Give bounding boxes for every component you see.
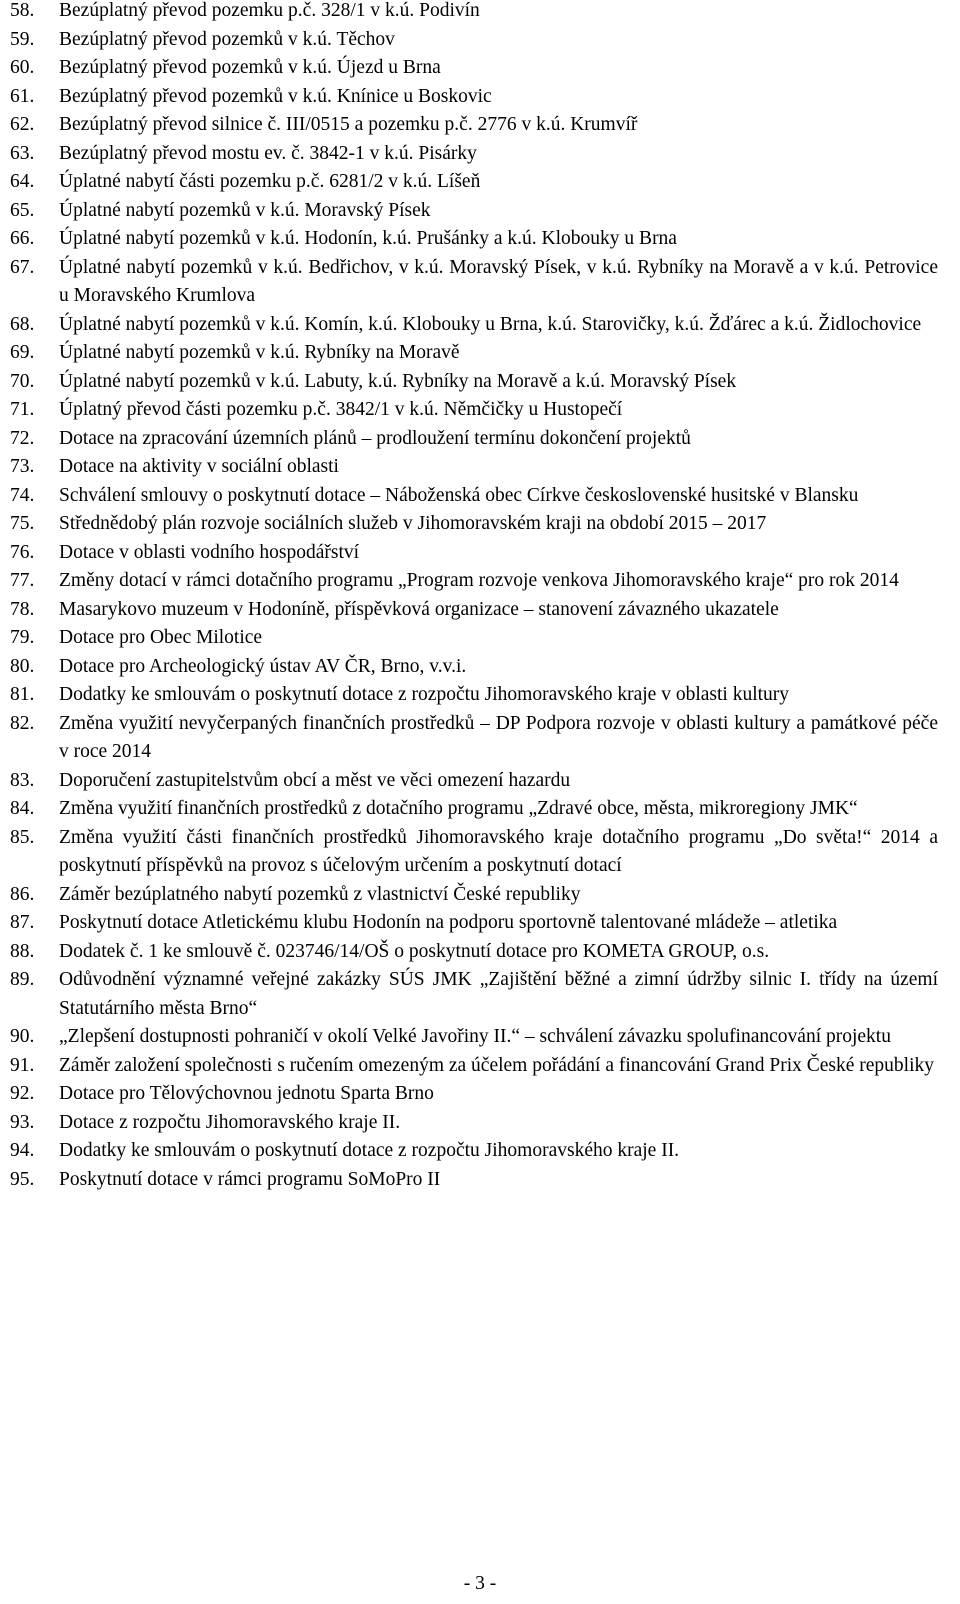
agenda-item-number: 90. [10,1026,35,1047]
agenda-item-text: Úplatné nabytí části pozemku p.č. 6281/2 v k.ú. Líšeň [59,171,481,192]
agenda-item-text: Úplatné nabytí pozemků v k.ú. Labuty, k.ú. Rybníky na Moravě a k.ú. Moravský Písek [59,370,737,392]
agenda-item [10,396,938,425]
agenda-item-number: 58. [10,0,35,21]
agenda-item-text: Dotace na aktivity v sociální oblasti [59,456,339,477]
agenda-item-number: 60. [10,57,35,78]
agenda-item [10,482,938,511]
agenda-item [10,596,938,625]
agenda-item [10,368,938,397]
agenda-item-text: Změny dotací v rámci dotačního programu „Program rozvoje venkova Jihomoravského kraje“ pro rok 2014 [59,570,899,591]
agenda-item-number: 91. [10,1054,35,1076]
agenda-item [10,197,938,226]
agenda-item-number: 88. [10,940,35,962]
agenda-item-number: 89. [10,969,35,990]
agenda-item-text: Odůvodnění významné veřejné zakázky SÚS JMK „Zajištění běžné a zimní údržby silnic I. třídy na území Statutárního města Brno“ [59,969,938,1019]
agenda-item-text: Střednědobý plán rozvoje sociálních služeb v Jihomoravském kraji na období 2015 – 2017 [59,513,767,534]
agenda-item-text: Úplatné nabytí pozemků v k.ú. Moravský Písek [59,199,431,221]
agenda-item [10,824,938,881]
agenda-item-number: 69. [10,342,35,363]
agenda-item-number: 61. [10,85,35,107]
agenda-item-number: 71. [10,399,35,420]
agenda-item [10,168,938,197]
agenda-item-text: Dodatky ke smlouvám o poskytnutí dotace z rozpočtu Jihomoravského kraje II. [59,1140,680,1161]
agenda-item-number: 81. [10,684,35,705]
agenda-item-text: Dotace pro Archeologický ústav AV ČR, Brno, v.v.i. [59,655,467,677]
agenda-item [10,767,938,796]
agenda-item-number: 86. [10,883,35,905]
agenda-item-text: Dotace na zpracování územních plánů – prodloužení termínu dokončení projektů [59,427,691,449]
agenda-item [10,1052,938,1081]
agenda-item-text: Bezúplatný převod mostu ev. č. 3842-1 v k.ú. Pisárky [59,142,477,164]
agenda-item-number: 80. [10,655,35,677]
agenda-item-number: 65. [10,199,35,221]
agenda-item [10,225,938,254]
agenda-item-text: Úplatné nabytí pozemků v k.ú. Hodonín, k.ú. Prušánky a k.ú. Klobouky u Brna [59,228,677,249]
agenda-item [10,425,938,454]
agenda-item [10,510,938,539]
agenda-item-text: Záměr bezúplatného nabytí pozemků z vlastnictví České republiky [59,883,581,905]
agenda-item-text: Poskytnutí dotace Atletickému klubu Hodonín na podporu sportovně talentované mládeže – atletika [59,912,838,933]
agenda-item-number: 68. [10,313,35,335]
agenda-item [10,140,938,169]
agenda-item-text: Schválení smlouvy o poskytnutí dotace – Náboženská obec Církve československé husitské v Blansku [59,484,859,506]
agenda-item [10,909,938,938]
agenda-item-text: Úplatné nabytí pozemků v k.ú. Rybníky na Moravě [59,342,460,363]
agenda-item-number: 66. [10,228,35,249]
agenda-item-text: Dotace pro Tělovýchovnou jednotu Sparta Brno [59,1083,434,1104]
agenda-item-text: Změna využití finančních prostředků z dotačního programu „Zdravé obce, města, mikroregiony JMK“ [59,798,858,819]
agenda-item-number: 92. [10,1083,35,1104]
agenda-item [10,254,938,311]
agenda-item-text: Bezúplatný převod pozemku p.č. 328/1 v k.ú. Podivín [59,0,480,21]
agenda-item [10,26,938,55]
agenda-item-text: Dotace z rozpočtu Jihomoravského kraje II. [59,1111,401,1133]
agenda-item-number: 76. [10,541,35,563]
agenda-item-number: 87. [10,912,35,933]
agenda-item-number: 79. [10,627,35,648]
agenda-item [10,681,938,710]
agenda-item-text: Dotace v oblasti vodního hospodářství [59,541,360,563]
agenda-item-text: Úplatné nabytí pozemků v k.ú. Komín, k.ú. Klobouky u Brna, k.ú. Starovičky, k.ú. Žďárec a k.ú. Židlochovice [59,313,922,335]
agenda-item [10,966,938,1023]
agenda-item-number: 85. [10,826,35,848]
agenda-item-number: 62. [10,114,35,135]
agenda-item [10,938,938,967]
agenda-item-text: Změna využití nevyčerpaných finančních prostředků – DP Podpora rozvoje v oblasti kultury a památkové péče v roce 2014 [59,712,938,762]
agenda-item-number: 93. [10,1111,35,1133]
agenda-item [10,1137,938,1166]
agenda-item-text: Poskytnutí dotace v rámci programu SoMoPro II [59,1168,441,1190]
agenda-item-number: 70. [10,370,35,392]
agenda-item [10,795,938,824]
agenda-item-text: Bezúplatný převod silnice č. III/0515 a pozemku p.č. 2776 v k.ú. Krumvíř [59,114,638,135]
agenda-item [10,311,938,340]
agenda-item-text: „Zlepšení dostupnosti pohraničí v okolí Velké Javořiny II.“ – schválení závazku spolufinancování projektu [59,1026,891,1047]
agenda-item-number: 67. [10,256,35,278]
agenda-item-number: 78. [10,598,35,620]
agenda-item-text: Záměr založení společnosti s ručením omezeným za účelem pořádání a financování Grand Prix České republiky [59,1054,935,1076]
agenda-item-text: Úplatné nabytí pozemků v k.ú. Bedřichov, v k.ú. Moravský Písek, v k.ú. Rybníky na Moravě a v k.ú. Petrovice u Moravského Krumlova [59,256,938,306]
agenda-item-number: 77. [10,570,35,591]
agenda-item [10,83,938,112]
agenda-item [10,1109,938,1138]
agenda-item-number: 84. [10,798,35,819]
agenda-item-number: 82. [10,712,35,734]
agenda-item-text: Bezúplatný převod pozemků v k.ú. Knínice u Boskovic [59,85,492,107]
page-number: - 3 - [463,1573,497,1594]
agenda-item [10,0,938,26]
agenda-item-text: Úplatný převod části pozemku p.č. 3842/1 v k.ú. Němčičky u Hustopečí [59,399,623,420]
agenda-item-text: Změna využití části finančních prostředků Jihomoravského kraje dotačního programu „Do světa!“ 2014 a poskytnutí příspěvků na provoz s účelovým určením a poskytnutí dotací [59,826,938,876]
agenda-item-number: 94. [10,1140,35,1161]
agenda-item-number: 64. [10,171,35,192]
agenda-item [10,339,938,368]
agenda-item-text: Dotace pro Obec Milotice [59,627,263,648]
agenda-item-number: 74. [10,484,35,506]
agenda-item [10,453,938,482]
agenda-item-text: Dodatek č. 1 ke smlouvě č. 023746/14/OŠ o poskytnutí dotace pro KOMETA GROUP, o.s. [59,940,770,962]
agenda-item [10,1166,938,1195]
agenda-item-text: Bezúplatný převod pozemků v k.ú. Újezd u Brna [59,57,441,78]
agenda-item-text: Masarykovo muzeum v Hodoníně, příspěvková organizace – stanovení závazného ukazatele [59,598,779,620]
agenda-item-number: 83. [10,769,35,791]
agenda-item [10,1023,938,1052]
agenda-item-number: 95. [10,1168,35,1190]
agenda-list [10,0,938,1194]
agenda-item [10,710,938,767]
agenda-item-text: Dodatky ke smlouvám o poskytnutí dotace z rozpočtu Jihomoravského kraje v oblasti kultury [59,684,790,705]
agenda-item [10,567,938,596]
agenda-item-text: Bezúplatný převod pozemků v k.ú. Těchov [59,28,395,50]
agenda-item [10,1080,938,1109]
agenda-item-number: 63. [10,142,35,164]
agenda-item [10,111,938,140]
agenda-item [10,653,938,682]
agenda-item-number: 72. [10,427,35,449]
agenda-item-text: Doporučení zastupitelstvům obcí a měst ve věci omezení hazardu [59,769,571,791]
agenda-item [10,539,938,568]
agenda-item-number: 73. [10,456,35,477]
agenda-item-number: 59. [10,28,35,50]
agenda-item [10,624,938,653]
agenda-item [10,881,938,910]
agenda-item [10,54,938,83]
agenda-item-number: 75. [10,513,35,534]
